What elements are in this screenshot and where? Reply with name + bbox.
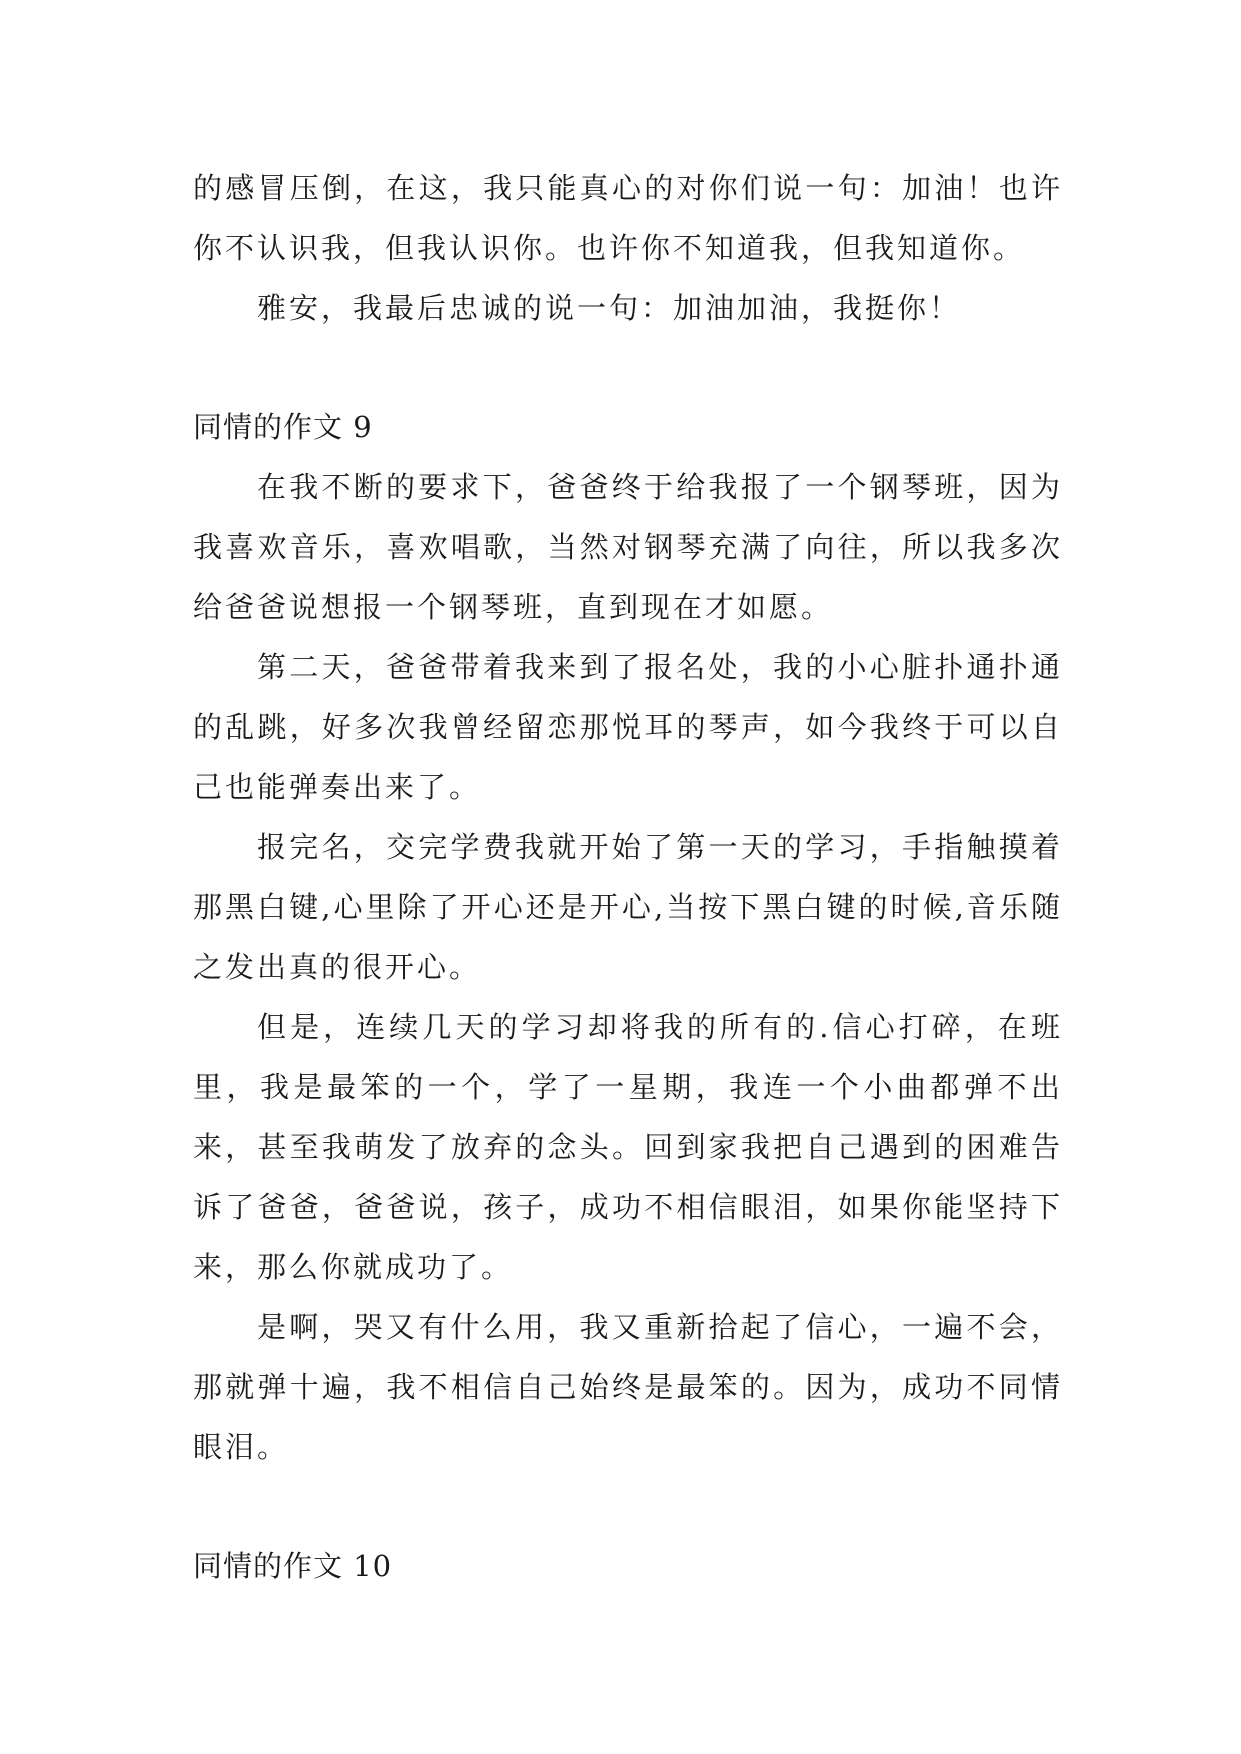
essay-9-title: 同情的作文 9 — [193, 410, 373, 444]
essay-9-paragraph-4: 但是，连续几天的学习却将我的所有的.信心打碎，在班里，我是最笨的一个，学了一星期，我连一个小曲都弹不出来，甚至我萌发了放弃的念头。回到家我把自己遇到的困难告诉了爸爸，爸爸说，孩子，成功不相信眼泪，如果你能坚持下来，那么你就成功了。 — [193, 1010, 1063, 1284]
section-spacer — [193, 1477, 1063, 1536]
essay-9-paragraph-1: 在我不断的要求下，爸爸终于给我报了一个钢琴班，因为我喜欢音乐，喜欢唱歌，当然对钢琴充满了向往，所以我多次给爸爸说想报一个钢琴班，直到现在才如愿。 — [193, 470, 1063, 624]
essay-10-title: 同情的作文 10 — [193, 1549, 393, 1583]
paragraph-continued: 的感冒压倒，在这，我只能真心的对你们说一句：加油！也许你不认识我，但我认识你。也许你不知道我，但我知道你。 — [193, 171, 1063, 265]
section-spacer — [193, 338, 1063, 397]
essay-9-paragraph-3: 报完名，交完学费我就开始了第一天的学习，手指触摸着那黑白键,心里除了开心还是开心,当按下黑白键的时候,音乐随之发出真的很开心。 — [193, 830, 1063, 984]
paragraph-closing: 雅安，我最后忠诚的说一句：加油加油，我挺你！ — [257, 291, 962, 325]
document-body — [193, 158, 1063, 1596]
essay-9-paragraph-2: 第二天，爸爸带着我来到了报名处，我的小心脏扑通扑通的乱跳，好多次我曾经留恋那悦耳的琴声，如今我终于可以自己也能弹奏出来了。 — [193, 650, 1063, 804]
essay-9-paragraph-5: 是啊，哭又有什么用，我又重新拾起了信心，一遍不会，那就弹十遍，我不相信自己始终是最笨的。因为，成功不同情眼泪。 — [193, 1310, 1063, 1464]
